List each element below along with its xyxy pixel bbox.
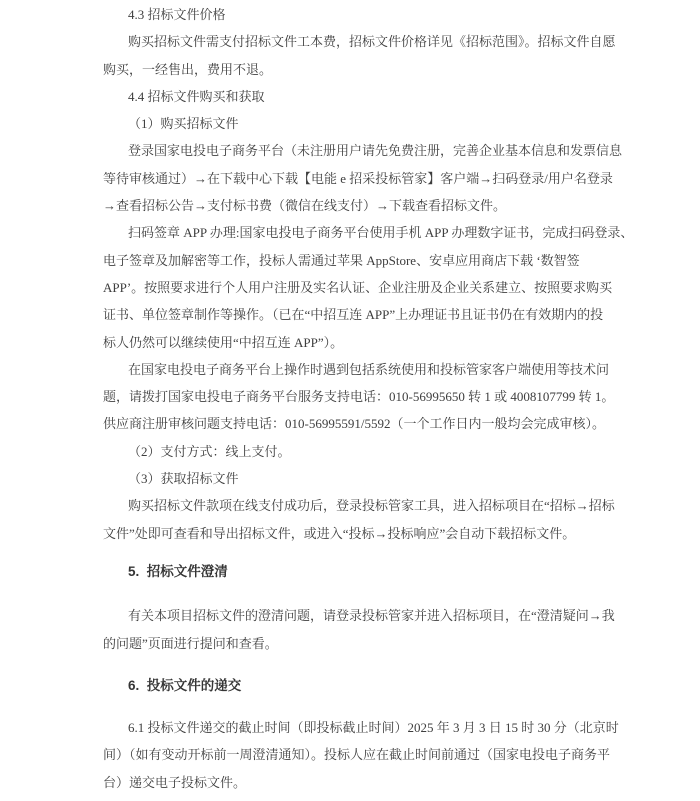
clause-4-3-title: 4.3 招标文件价格 [128, 7, 226, 22]
doc-line: 台）递交电子投标文件。 [103, 774, 247, 790]
section-heading-5: 5. 招标文件澄清 [128, 563, 228, 579]
doc-line: 标人仍然可以继续使用“中招互连 APP”）。 [103, 334, 344, 350]
doc-line: 购买招标文件需支付招标文件工本费，招标文件价格详见《招标范围》。招标文件自愿 [128, 34, 616, 50]
item-1-purchase-title: （1）购买招标文件 [128, 116, 239, 132]
doc-line: 有关本项目招标文件的澄清问题，请登录投标管家并进入招标项目，在“澄清疑问→我 [128, 608, 615, 624]
doc-line: 等待审核通过）→在下载中心下载【电能 e 招采投标管家】客户端→扫码登录/用户名登录 [103, 170, 613, 186]
doc-line: 间）（如有变动开标前一周澄清通知）。投标人应在截止时间前通过（国家电投电子商务平 [103, 747, 611, 763]
doc-line: 在国家电投电子商务平台上操作时遇到包括系统使用和投标管家客户端使用等技术问 [128, 361, 610, 377]
clause-6-1-deadline-line: 6.1 投标文件递交的截止时间（即投标截止时间）2025 年 3 月 3 日 15 时 30 分（北京时 [128, 720, 619, 736]
item-3-obtain-title: （3）获取招标文件 [128, 471, 239, 487]
doc-line: 购买招标文件款项在线支付成功后，登录投标管家工具，进入招标项目在“招标→招标 [128, 498, 615, 514]
doc-line: 扫码签章 APP 办理:国家电投电子商务平台使用手机 APP 办理数字证书，完成扫码登录、 [128, 225, 634, 241]
doc-line: 题，请拨打国家电投电子商务平台服务支持电话：010-56995650 转 1 或 4008107799 转 1。 [103, 389, 615, 405]
doc-line: APP’。按照要求进行个人用户注册及实名认证、企业注册及企业关系建立、按照要求购买 [103, 279, 613, 295]
doc-line: 的问题”页面进行提问和查看。 [103, 635, 278, 651]
doc-line: 供应商注册审核问题支持电话：010-56995591/5592（一个工作日内一般均会完成审核）。 [103, 416, 605, 432]
doc-line: 购买，一经售出，费用不退。 [103, 61, 273, 77]
section-heading-6: 6. 投标文件的递交 [128, 677, 242, 693]
doc-line: 登录国家电投电子商务平台（未注册用户请先免费注册，完善企业基本信息和发票信息 [128, 143, 623, 159]
doc-line: →查看招标公告→支付标书费（微信在线支付）→下载查看招标文件。 [103, 198, 507, 214]
clause-4-4-title: 4.4 招标文件购买和获取 [128, 88, 265, 104]
doc-line: 证书、单位签章制作等操作。（已在“中招互连 APP”上办理证书且证书仍在有效期内的投 [103, 307, 604, 323]
doc-line: 电子签章及加解密等工作，投标人需通过苹果 AppStore、安卓应用商店下载 ‘数智签 [103, 252, 580, 268]
item-2-payment-line: （2）支付方式：线上支付。 [128, 443, 291, 459]
doc-line: 文件”处即可查看和导出招标文件，或进入“投标→投标响应”会自动下载招标文件。 [103, 525, 576, 541]
